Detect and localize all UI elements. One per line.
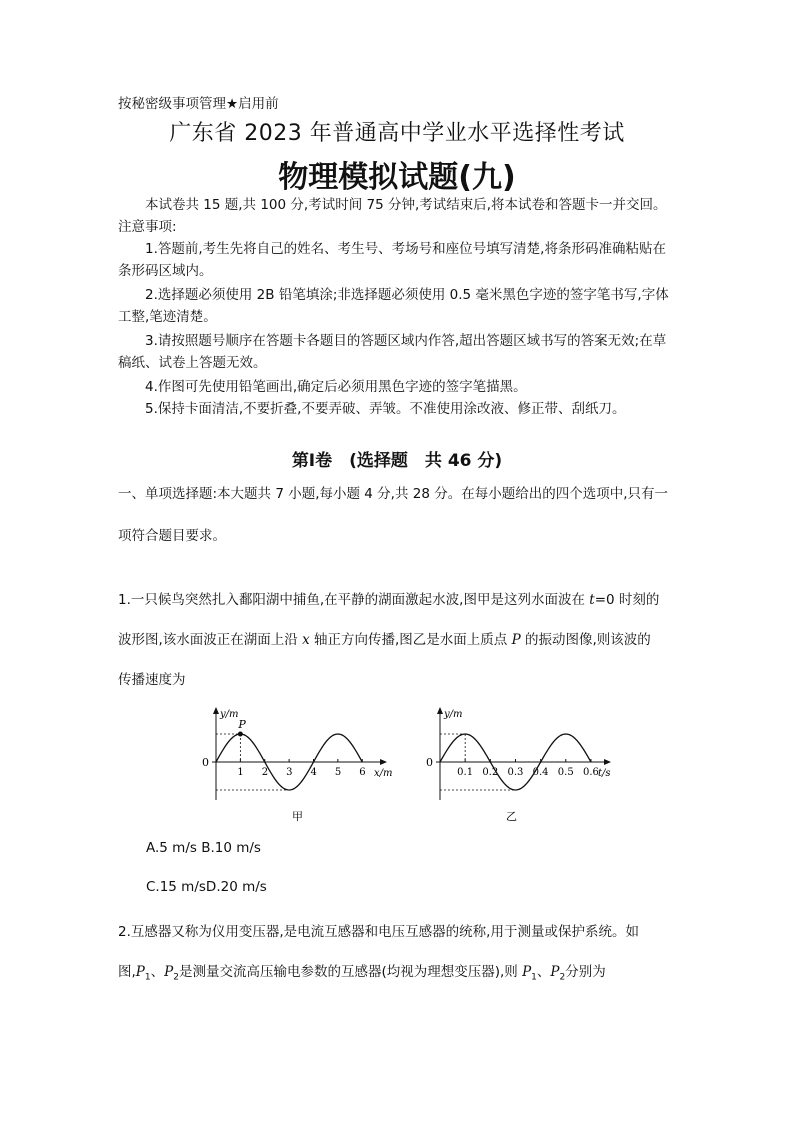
x-tick-label: 0.4: [532, 767, 549, 778]
y-axis-label: y/m: [220, 709, 239, 720]
x-axis-arrow: [380, 759, 387, 765]
x-tick-label: 0.3: [507, 767, 524, 778]
note-5: 5.保持卡面清洁,不要折叠,不要弄破、弄皱。不准使用涂改液、修正带、刮纸刀。: [145, 401, 626, 417]
q1-line1: 1.一只候鸟突然扎入鄱阳湖中捕鱼,在平静的湖面激起水波,图甲是这列水面波在 t=0 时刻的: [118, 592, 660, 608]
x-tick-label: 0.6: [582, 767, 599, 778]
origin-label: 0: [202, 756, 209, 769]
x-axis-arrow: [604, 759, 611, 765]
note-2: 2.选择题必须使用 2B 铅笔填涂;非选择题必须使用 0.5 毫米黑色字迹的签字笔书写,字体工整,笔迹清楚。: [118, 287, 669, 325]
x-tick-label: 1: [237, 767, 244, 778]
q1-options-ab: A.5 m/s B.10 m/s: [146, 840, 261, 856]
x-tick-label: 0.5: [557, 767, 574, 778]
q2-line1: 2.互感器又称为仪用变压器,是电流互感器和电压互感器的统称,用于测量或保护系统。如: [118, 924, 639, 940]
x-tick-label: 2: [261, 767, 269, 778]
x-tick-label: 4: [310, 767, 317, 778]
exam-subtitle: 物理模拟试题(九): [278, 160, 516, 195]
note-1: 1.答题前,考生先将自己的姓名、考生号、考场号和座位号填写清楚,将条形码准确粘贴在条形码区域内。: [118, 241, 666, 279]
x-tick-label: 6: [359, 767, 366, 778]
q2-line2: 图$,P_1$、$P_2$是测量交流高压输电参数的互感器(均视为理想变压器),则 $P_1$、$P_2$分别为: [118, 964, 606, 983]
q1-line2: 波形图,该水面波正在湖面上沿 x 轴正方向传播,图乙是水面上质点 P 的振动图像,则该波的: [118, 632, 651, 648]
x-tick-label: 0.1: [457, 767, 474, 778]
chart-caption: 甲: [292, 810, 303, 823]
x-tick-label: 3: [286, 767, 293, 778]
notes-label: 注意事项:: [118, 219, 177, 235]
y-axis-arrow: [213, 707, 219, 714]
x-tick-label: 5: [334, 767, 342, 778]
q1-line3: 传播速度为: [118, 672, 186, 688]
note-4: 4.作图可先使用铅笔画出,确定后必须用黑色字迹的签字笔描黑。: [145, 379, 527, 395]
x-tick-label: 0.2: [482, 767, 499, 778]
x-axis-label: t/s: [598, 768, 611, 779]
part1-line2: 项符合题目要求。: [118, 528, 226, 544]
secret-level: 按秘密级事项管理★启用前: [118, 96, 279, 112]
x-axis-label: x/m: [374, 768, 393, 779]
point-p-label: P: [238, 718, 246, 731]
part1-line1: 一、单项选择题:本大题共 7 小题,每小题 4 分,共 28 分。在每小题给出的四个选项中,只有一: [118, 486, 669, 502]
y-axis-arrow: [437, 707, 443, 714]
wave-graph-jia: [196, 700, 396, 830]
note-3: 3.请按照题号顺序在答题卡各题目的答题区域内作答,超出答题区域书写的答案无效;在草稿纸、试卷上答题无效。: [118, 333, 667, 371]
exam-title: 广东省 2023 年普通高中学业水平选择性考试: [169, 121, 625, 146]
q1-options-cd: C.15 m/sD.20 m/s: [146, 879, 267, 895]
intro-line: 本试卷共 15 题,共 100 分,考试时间 75 分钟,考试结束后,将本试卷和答题卡一并交回。: [145, 197, 667, 213]
origin-label: 0: [426, 756, 433, 769]
chart-caption: 乙: [506, 810, 517, 823]
section-title: 第Ⅰ卷 (选择题 共 46 分): [291, 451, 503, 471]
point-p: [238, 732, 243, 737]
y-axis-label: y/m: [444, 709, 463, 720]
vibration-graph-yi: [420, 700, 620, 830]
